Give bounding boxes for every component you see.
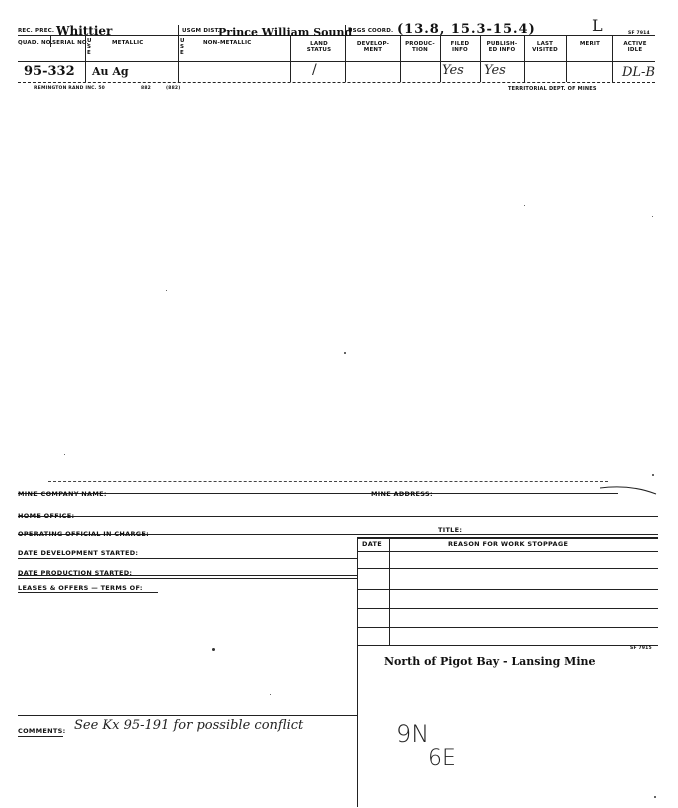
published-info-value: Yes — [484, 63, 506, 78]
comments-value: See Kx 95-191 for possible conflict — [74, 718, 304, 733]
scan-speck — [524, 205, 525, 206]
rec-prec-label: REC. PREC. — [18, 28, 55, 34]
form-number-2: SF 7915 — [630, 646, 652, 651]
scan-speck — [212, 648, 215, 651]
col-last-visited: LAST VISITED — [532, 41, 558, 53]
printer-name: REMINGTON RAND INC. 50 — [34, 86, 105, 91]
usgm-dist-label: USGM DIST. — [182, 28, 220, 34]
stoppage-left — [357, 537, 358, 807]
date-development-label: DATE DEVELOPMENT STARTED: — [18, 549, 139, 557]
col-quad-no: QUAD. NO. — [18, 40, 53, 46]
stoppage-row-line — [357, 568, 658, 569]
divider-col — [345, 36, 346, 82]
row-divider — [18, 82, 655, 83]
divider-col — [612, 36, 613, 82]
line-home-office — [18, 516, 658, 517]
col-serial-no: SERIAL NO. — [52, 40, 89, 46]
comments-top-line — [18, 715, 357, 716]
col-development: DEVELOP- MENT — [356, 41, 390, 53]
col-land-status: LAND STATUS — [306, 41, 332, 53]
leases-underline — [18, 592, 158, 593]
corner-mark: L — [592, 16, 603, 35]
col-non-metallic: NON-METALLIC — [203, 40, 252, 46]
scan-speck — [654, 796, 656, 798]
col-published-info: PUBLISH- ED INFO — [486, 41, 518, 53]
divider-col — [290, 36, 291, 82]
scan-speck — [270, 694, 271, 695]
col-merit: MERIT — [579, 41, 601, 47]
handwritten-9n: 9N — [396, 720, 430, 748]
form-number: SF 7914 — [628, 31, 650, 36]
printer-code: 882 — [141, 86, 151, 91]
scan-speck — [166, 290, 167, 291]
usgs-coord-label: USGS COORD. — [348, 28, 394, 34]
stoppage-top — [357, 537, 658, 539]
rec-prec-value: Whittier — [56, 24, 113, 38]
stoppage-date-divider — [389, 537, 390, 645]
divider-col — [400, 36, 401, 82]
card-edge — [18, 493, 618, 494]
divider-col — [566, 36, 567, 82]
scan-speck — [652, 216, 653, 217]
line-date-development — [18, 558, 357, 559]
col-production: PRODUC- TION — [405, 41, 435, 53]
scan-speck — [344, 352, 346, 354]
stoppage-row-line — [357, 589, 658, 590]
mine-company-label: MINE COMPANY NAME: — [18, 490, 107, 498]
comments-underline — [18, 736, 63, 737]
operating-official-label: OPERATING OFFICIAL IN CHARGE: — [18, 530, 150, 538]
scan-speck — [64, 454, 65, 455]
quad-serial-value: 95-332 — [24, 64, 75, 79]
divider-col — [524, 36, 525, 82]
date-production-label: DATE PRODUCTION STARTED: — [18, 569, 133, 577]
stoppage-header-line — [357, 551, 658, 552]
line-date-production-2 — [18, 578, 357, 579]
handwritten-6e: 6E — [428, 746, 456, 771]
metallic-value: Au Ag — [92, 65, 129, 78]
stoppage-row-line — [357, 608, 658, 609]
col-filed-info: FILED INFO — [450, 41, 470, 53]
printer-code-2: (882) — [166, 86, 181, 91]
col-metallic: METALLIC — [112, 40, 144, 46]
divider-col — [480, 36, 481, 82]
card-edge — [48, 481, 608, 482]
col-use-1: U S E — [87, 38, 92, 56]
active-idle-value: DL-B — [622, 65, 656, 80]
col-active-idle: ACTIVE IDLE — [623, 41, 647, 53]
filed-info-value: Yes — [442, 63, 464, 78]
leases-label: LEASES & OFFERS — TERMS OF: — [18, 584, 143, 592]
home-office-label: HOME OFFICE: — [18, 512, 75, 520]
usgs-coord-value: (13.8, 15.3-15.4) — [397, 22, 536, 37]
mine-address-label: MINE ADDRESS: — [371, 490, 433, 498]
usgm-dist-value: Prince William Sound — [218, 26, 353, 39]
date-col-label: DATE — [362, 540, 382, 548]
col-use-2: U S E — [180, 38, 185, 56]
scan-speck — [652, 474, 654, 476]
land-status-value: / — [312, 62, 317, 78]
card-edge-curve — [600, 480, 660, 498]
department-name: TERRITORIAL DEPT. OF MINES — [508, 86, 597, 92]
columns-divider — [18, 61, 655, 62]
divider-col — [440, 36, 441, 82]
stoppage-row-line — [357, 645, 658, 646]
comments-label: COMMENTS: — [18, 727, 66, 735]
location-text: North of Pigot Bay - Lansing Mine — [384, 655, 596, 668]
reason-label: REASON FOR WORK STOPPAGE — [448, 540, 569, 548]
stoppage-row-line — [357, 627, 658, 628]
title-label: TITLE: — [438, 526, 463, 534]
divider-usgm — [178, 25, 179, 82]
